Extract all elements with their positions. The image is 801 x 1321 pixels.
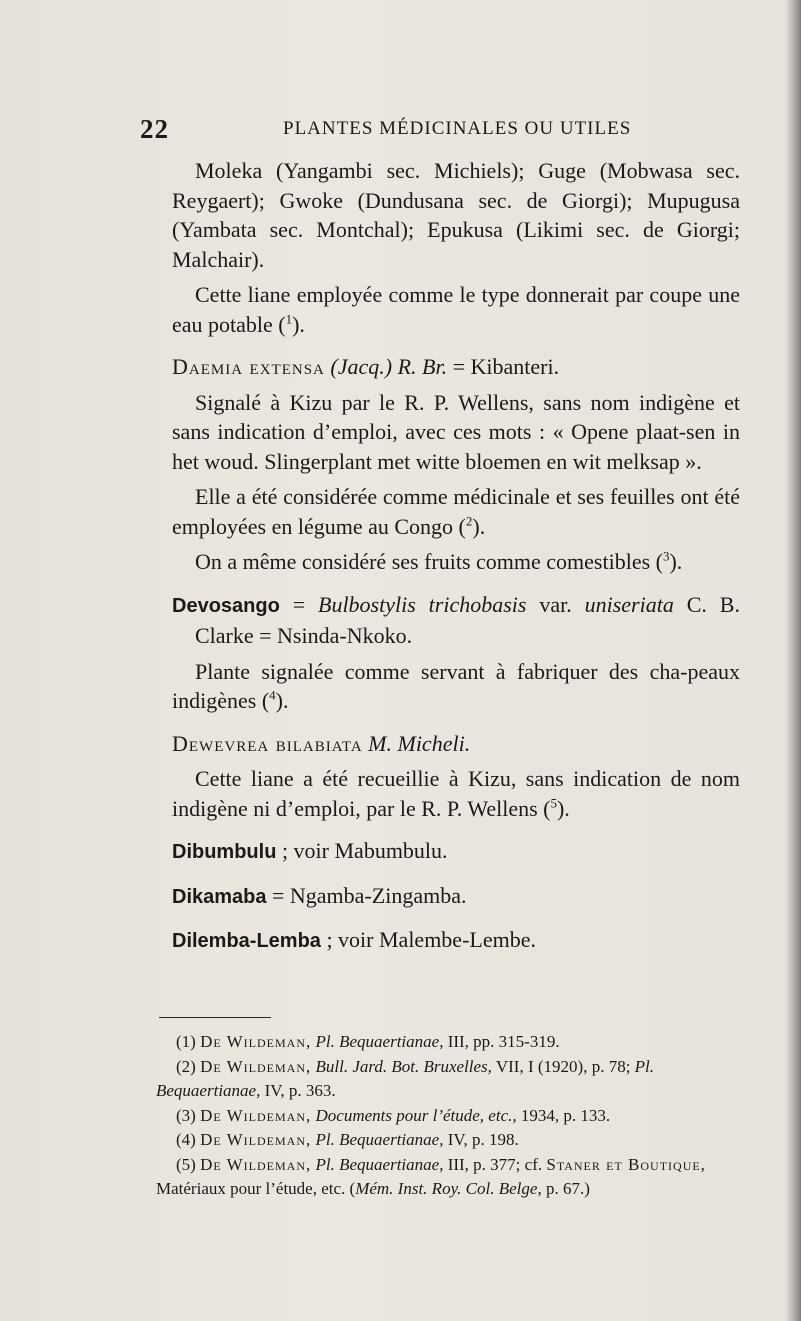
entry-authority: (Jacq.) R. Br.	[330, 354, 448, 379]
entry-text: var.	[526, 591, 585, 617]
footnote-work: Documents pour l’étude, etc.,	[315, 1105, 517, 1125]
footnote-text: 1934, p. 133.	[516, 1105, 611, 1125]
paragraph-text: ).	[472, 513, 486, 539]
footnote-text: IV, p. 363.	[260, 1081, 336, 1100]
paragraph-text: Plante signalée comme servant à fabriquer des cha-peaux indigènes (	[172, 658, 740, 713]
footnote-ref: 2	[465, 513, 473, 529]
entry-name: Daemia extensa	[172, 354, 325, 379]
footnote-divider	[159, 1017, 271, 1018]
paragraph-medicinal	[172, 482, 740, 541]
footnote-ref: 3	[662, 548, 670, 564]
paragraph-hats	[172, 657, 740, 716]
footnote	[156, 1128, 746, 1153]
footnotes	[156, 1030, 746, 1202]
entry-text: ; voir Malembe-Lembe.	[320, 927, 536, 952]
footnote-text: VII, I (1920), p. 78;	[491, 1056, 635, 1076]
paragraph-text: ).	[669, 549, 683, 574]
footnote-ref: 5	[550, 795, 557, 811]
entry-synonym: = Kibanteri.	[447, 354, 560, 379]
entry-text: C. B. Clarke = Nsinda-Nkoko.	[195, 591, 740, 648]
footnote-work: Pl. Bequaertianae,	[315, 1154, 444, 1174]
entry-variety: uniseriata	[584, 591, 674, 617]
page-edge-shadow	[785, 0, 801, 1321]
paragraph-text: Cette liane a été recueillie à Kizu, sans indication de nom indigène ni d’emploi, par le R. P. Wellens (	[172, 766, 740, 821]
entry-text: = Ngamba-Zingamba.	[266, 882, 467, 908]
footnote-work: Pl. Bequaertianae,	[156, 1056, 655, 1100]
footnote-author: De Wildeman,	[200, 1154, 312, 1174]
body-text	[172, 156, 740, 957]
footnote-text: p. 67.)	[541, 1179, 590, 1198]
footnote-text: III, pp. 315-319.	[443, 1032, 560, 1051]
footnote-work: Pl. Bequaertianae,	[315, 1032, 444, 1051]
entry-name: Dilemba-Lemba	[172, 930, 321, 952]
entry-dikamaba	[172, 881, 740, 913]
entry-dibumbulu	[172, 836, 740, 868]
entry-dilemba-lemba	[172, 925, 740, 957]
paragraph-vernacular-names	[172, 156, 740, 274]
paragraph-text: Cette liane employée comme le type donnerait par coupe une eau potable (	[172, 282, 740, 337]
entry-name: Dikamaba	[172, 885, 267, 908]
footnote-number: (3)	[176, 1105, 196, 1125]
footnote-number: (2)	[176, 1056, 196, 1076]
running-title: PLANTES MÉDICINALES OU UTILES	[283, 118, 632, 139]
footnote-ref: 1	[285, 311, 293, 327]
entry-daemia-extensa	[172, 352, 740, 382]
footnote	[156, 1055, 746, 1104]
footnote-number: (5)	[176, 1154, 196, 1174]
paragraph-text: ).	[556, 795, 570, 821]
footnote-author: De Wildeman,	[200, 1056, 312, 1076]
footnote-author: De Wildeman,	[200, 1130, 312, 1149]
entry-authority: M. Micheli.	[368, 730, 471, 756]
paragraph-text: On a même considéré ses fruits comme comestibles (	[195, 549, 663, 574]
paragraph-text: Signalé à Kizu par le R. P. Wellens, sans nom indigène et sans indication d’emploi, avec ces mots : « Opene plaat-sen in het woud. Slingerplant met witte bloemen en wit melksap ».	[172, 389, 740, 474]
footnote-text: IV, p. 198.	[443, 1130, 519, 1149]
footnote-author: Staner et Boutique,	[546, 1154, 706, 1174]
footnote-number: (4)	[176, 1130, 196, 1149]
paragraph-water-use	[172, 280, 740, 339]
paragraph-text: ).	[292, 311, 305, 337]
footnote	[156, 1153, 746, 1202]
entry-equals: =	[279, 591, 318, 617]
footnote-number: (1)	[176, 1032, 196, 1051]
footnote-author: De Wildeman,	[200, 1105, 312, 1125]
entry-name: Dibumbulu	[172, 841, 277, 863]
paragraph-text: Moleka (Yangambi sec. Michiels); Guge (Mobwasa sec. Reygaert); Gwoke (Dundusana sec. de Giorgi); Mupugusa (Yambata sec. Montchal); Epukusa (Likimi sec. de Giorgi; Malchair).	[172, 158, 740, 272]
paragraph-text: Elle a été considérée comme médicinale et ses feuilles ont été employées en légume au Congo (	[172, 484, 740, 539]
entry-name: Devosango	[172, 594, 280, 617]
footnote	[156, 1104, 746, 1129]
footnote-author: De Wildeman,	[200, 1032, 312, 1051]
entry-species: Bulbostylis trichobasis	[318, 591, 527, 617]
footnote-work: Bull. Jard. Bot. Bruxelles,	[315, 1056, 492, 1076]
page-number: 22	[140, 114, 169, 144]
footnote-work: Pl. Bequaertianae,	[315, 1130, 444, 1149]
entry-devosango	[172, 590, 740, 651]
paragraph-kizu	[172, 764, 740, 823]
footnote-work: Mém. Inst. Roy. Col. Belge,	[355, 1179, 542, 1198]
entry-name: Dewevrea bilabiata	[172, 730, 363, 756]
paragraph-text: ).	[275, 688, 289, 713]
footnote-text: Matériaux pour l’étude, etc. (	[156, 1179, 356, 1198]
paragraph-edible-fruits	[172, 547, 740, 577]
footnote-text: III, p. 377; cf.	[443, 1154, 547, 1174]
paragraph-wellens-note	[172, 388, 740, 477]
footnote	[156, 1030, 746, 1055]
footnote-ref: 4	[269, 687, 276, 703]
entry-text: ; voir Mabumbulu.	[276, 838, 448, 863]
entry-dewevrea-bilabiata	[172, 729, 740, 759]
